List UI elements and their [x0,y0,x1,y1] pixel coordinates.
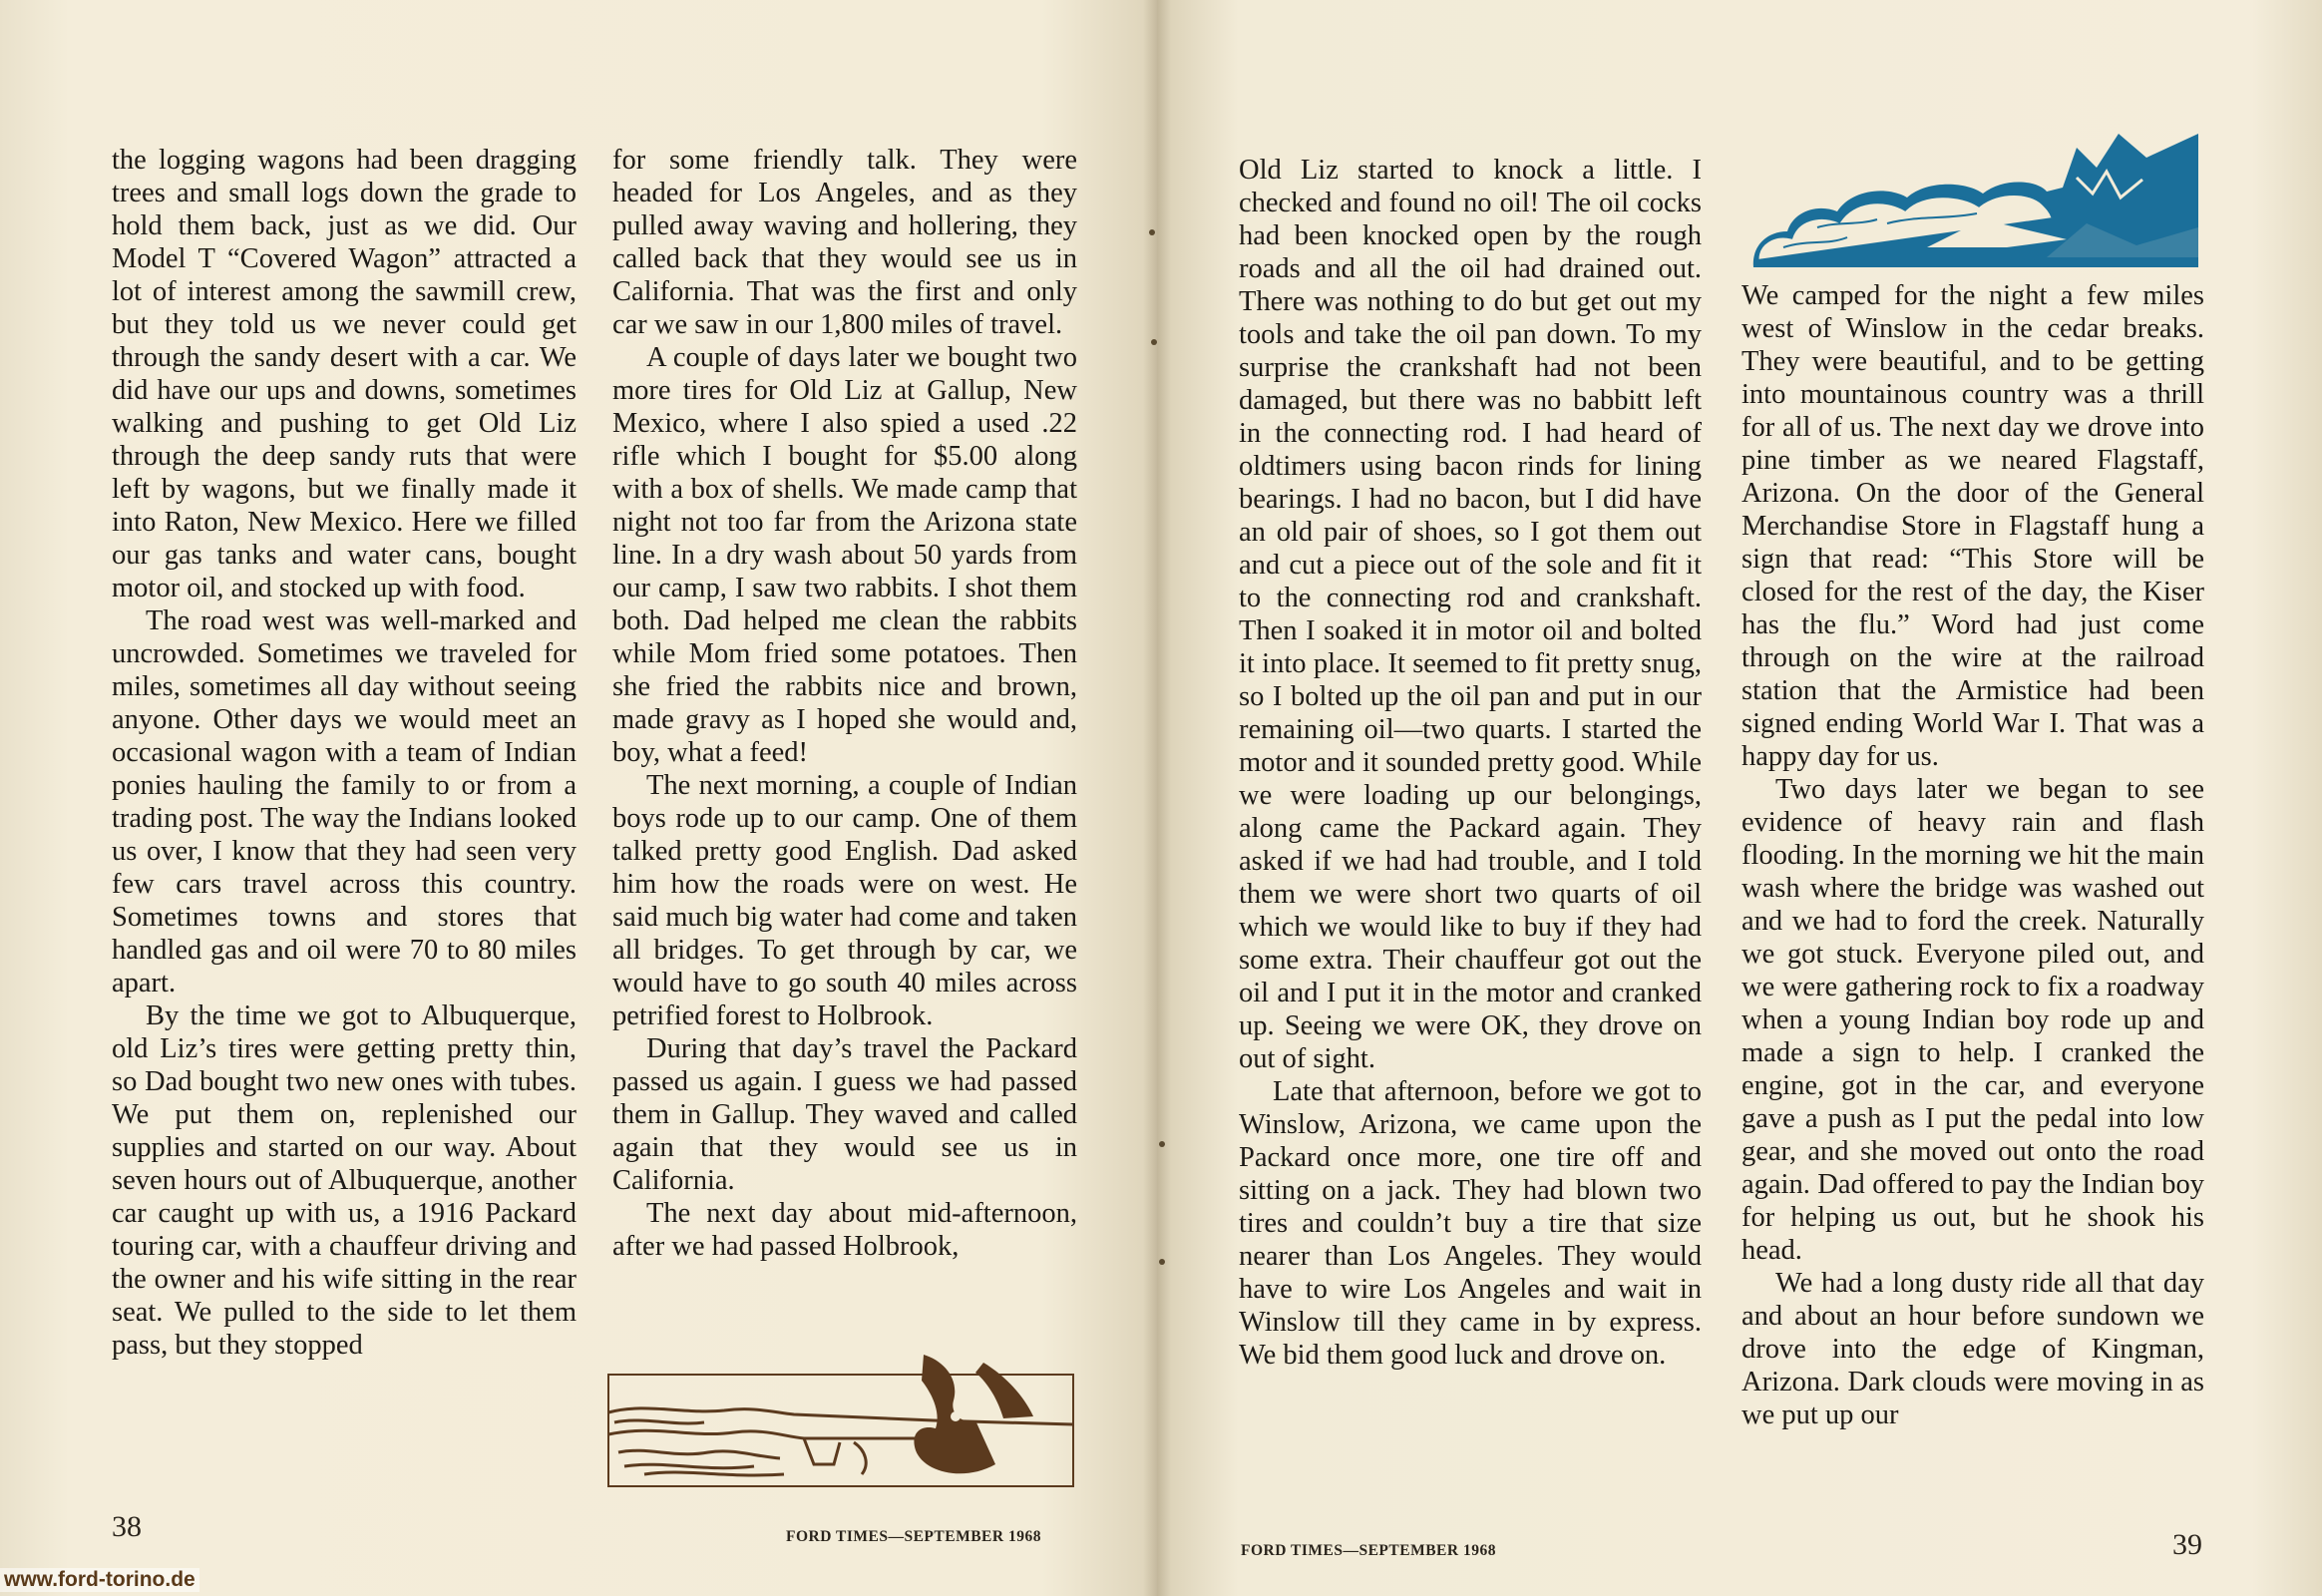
watermark: www.ford-torino.de [0,1568,199,1592]
binding-speck [1159,1259,1165,1265]
rifle-illustration [604,1355,1079,1492]
paragraph: Two days later we began to see evidence of heavy rain and flash flooding. In the morning we hit the main wash where the bridge was washed out and we had to ford the creek. Naturally we got stuck. Everyone piled out, and we were gathering rock to fix a roadway when a young Indian boy rode up and made a sign to help. I cranked the engine, got in the car, and everyone gave a push as I put the pedal into low gear, and she moved out onto the road again. Dad offered to pay the Indian boy for helping us out, but he shook his head. [1742,774,2204,1266]
paragraph: Old Liz started to knock a little. I checked and found no oil! The oil cocks had been knocked open by the rough roads and all the oil had drained out. There was nothing to do but get out my tools and take the oil pan down. To my surprise the crankshaft had not been damaged, but there was no babbitt left in the connecting rod. I had heard of oldtimers using bacon rinds for lining bearings. I had no bacon, but I did have an old pair of shoes, so I got them out and cut a piece out of the sole and fit it to the connecting rod and crankshaft. Then I soaked it in motor oil and bolted it into place. It seemed to fit pretty snug, so I bolted up the oil pan and put in our remaining oil—two quarts. I started the motor and it sounded pretty good. While we were loading up our belongings, along came the Packard again. They asked if we had had trouble, and I told them we were short two quarts of oil which we would like to buy if they had some extra. Their chauffeur got out the oil and I put it in the motor and cranked up. Seeing we were OK, they drove on out of sight. [1239,155,1702,1074]
binding-speck [1159,1141,1165,1147]
paragraph: By the time we got to Albuquerque, old Liz’s tires were getting pretty thin, so Dad bought two new ones with tubes. We put them on, replenished our supplies and started on our way. About seven hours out of Albuquerque, another car caught up with us, a 1916 Packard touring car, with a chauffeur driving and the owner and his wife sitting in the rear seat. We pulled to the side to let them pass, but they stopped [112,1000,577,1361]
column-1 [112,144,577,1362]
column-3 [1239,154,1702,1372]
mountain-illustration [1747,128,2202,273]
book-gutter [1143,0,1171,1596]
paragraph: The next day about mid-afternoon, after we had passed Holbrook, [612,1198,1077,1262]
column-4 [1742,279,2204,1431]
binding-speck [1151,339,1157,345]
left-page [0,0,1157,1596]
page-number: 39 [2172,1528,2202,1561]
page-number: 38 [112,1510,142,1543]
paragraph: We had a long dusty ride all that day and about an hour before sundown we drove into the edge of Kingman, Arizona. Dark clouds were moving in as we put up our [1742,1268,2204,1430]
paragraph: During that day’s travel the Packard passed us again. I guess we had passed them in Gallup. They waved and called again that they would see us in California. [612,1033,1077,1196]
paragraph: We camped for the night a few miles west of Winslow in the cedar breaks. They were beautiful, and to be getting into mountainous country was a thrill for all of us. The next day we drove into pine timber as we neared Flagstaff, Arizona. On the door of the General Merchandise Store in Flagstaff hung a sign that read: “This Store will be closed for the rest of the day, the Kiser has the flu.” Word had just come through on the wire at the railroad station that the Armistice had been signed ending World War I. That was a happy day for us. [1742,280,2204,772]
paragraph: The road west was well-marked and uncrowded. Sometimes we traveled for miles, sometimes all day without seeing anyone. Other days we would meet an occasional wagon with a team of Indian ponies hauling the family to or from a trading post. The way the Indians looked us over, I know that they had seen very few cars travel across this country. Sometimes towns and stores that handled gas and oil were 70 to 80 miles apart. [112,605,577,998]
paragraph: A couple of days later we bought two more tires for Old Liz at Gallup, New Mexico, where I also spied a used .22 rifle which I bought for $5.00 along with a box of shells. We made camp that night not too far from the Arizona state line. In a dry wash about 50 yards from our camp, I saw two rabbits. I shot them both. Dad helped me clean the rabbits while Mom fried some potatoes. Then she fried the rabbits nice and brown, made gravy as I hoped she would and, boy, what a feed! [612,342,1077,768]
paragraph: for some friendly talk. They were headed for Los Angeles, and as they pulled away waving and hollering, they called back that they would see us in California. That was the first and only car we saw in our 1,800 miles of travel. [612,145,1077,340]
column-2 [612,144,1077,1263]
right-page [1157,0,2322,1596]
running-footer: FORD TIMES—SEPTEMBER 1968 [1241,1542,1496,1559]
paragraph: The next morning, a couple of Indian boys rode up to our camp. One of them talked pretty good English. Dad asked him how the roads were on west. He said much big water had come and taken all bridges. To get through by car, we would have to go south 40 miles across petrified forest to Holbrook. [612,770,1077,1031]
paragraph: the logging wagons had been dragging trees and small logs down the grade to hold them back, just as we did. Our Model T “Covered Wagon” attracted a lot of interest among the sawmill crew, but they told us we never could get through the sandy desert with a car. We did have our ups and downs, sometimes walking and pushing to get Old Liz through the deep sandy ruts that were left by wagons, but we finally made it into Raton, New Mexico. Here we filled our gas tanks and water cans, bought motor oil, and stocked up with food. [112,145,577,603]
paragraph: Late that afternoon, before we got to Winslow, Arizona, we came upon the Packard once more, one tire off and sitting on a jack. They had blown two tires and couldn’t buy a tire that size nearer than Los Angeles. They would have to wire Los Angeles and wait in Winslow till they came in by express. We bid them good luck and drove on. [1239,1076,1702,1371]
binding-speck [1149,229,1155,235]
running-footer: FORD TIMES—SEPTEMBER 1968 [786,1528,1041,1545]
